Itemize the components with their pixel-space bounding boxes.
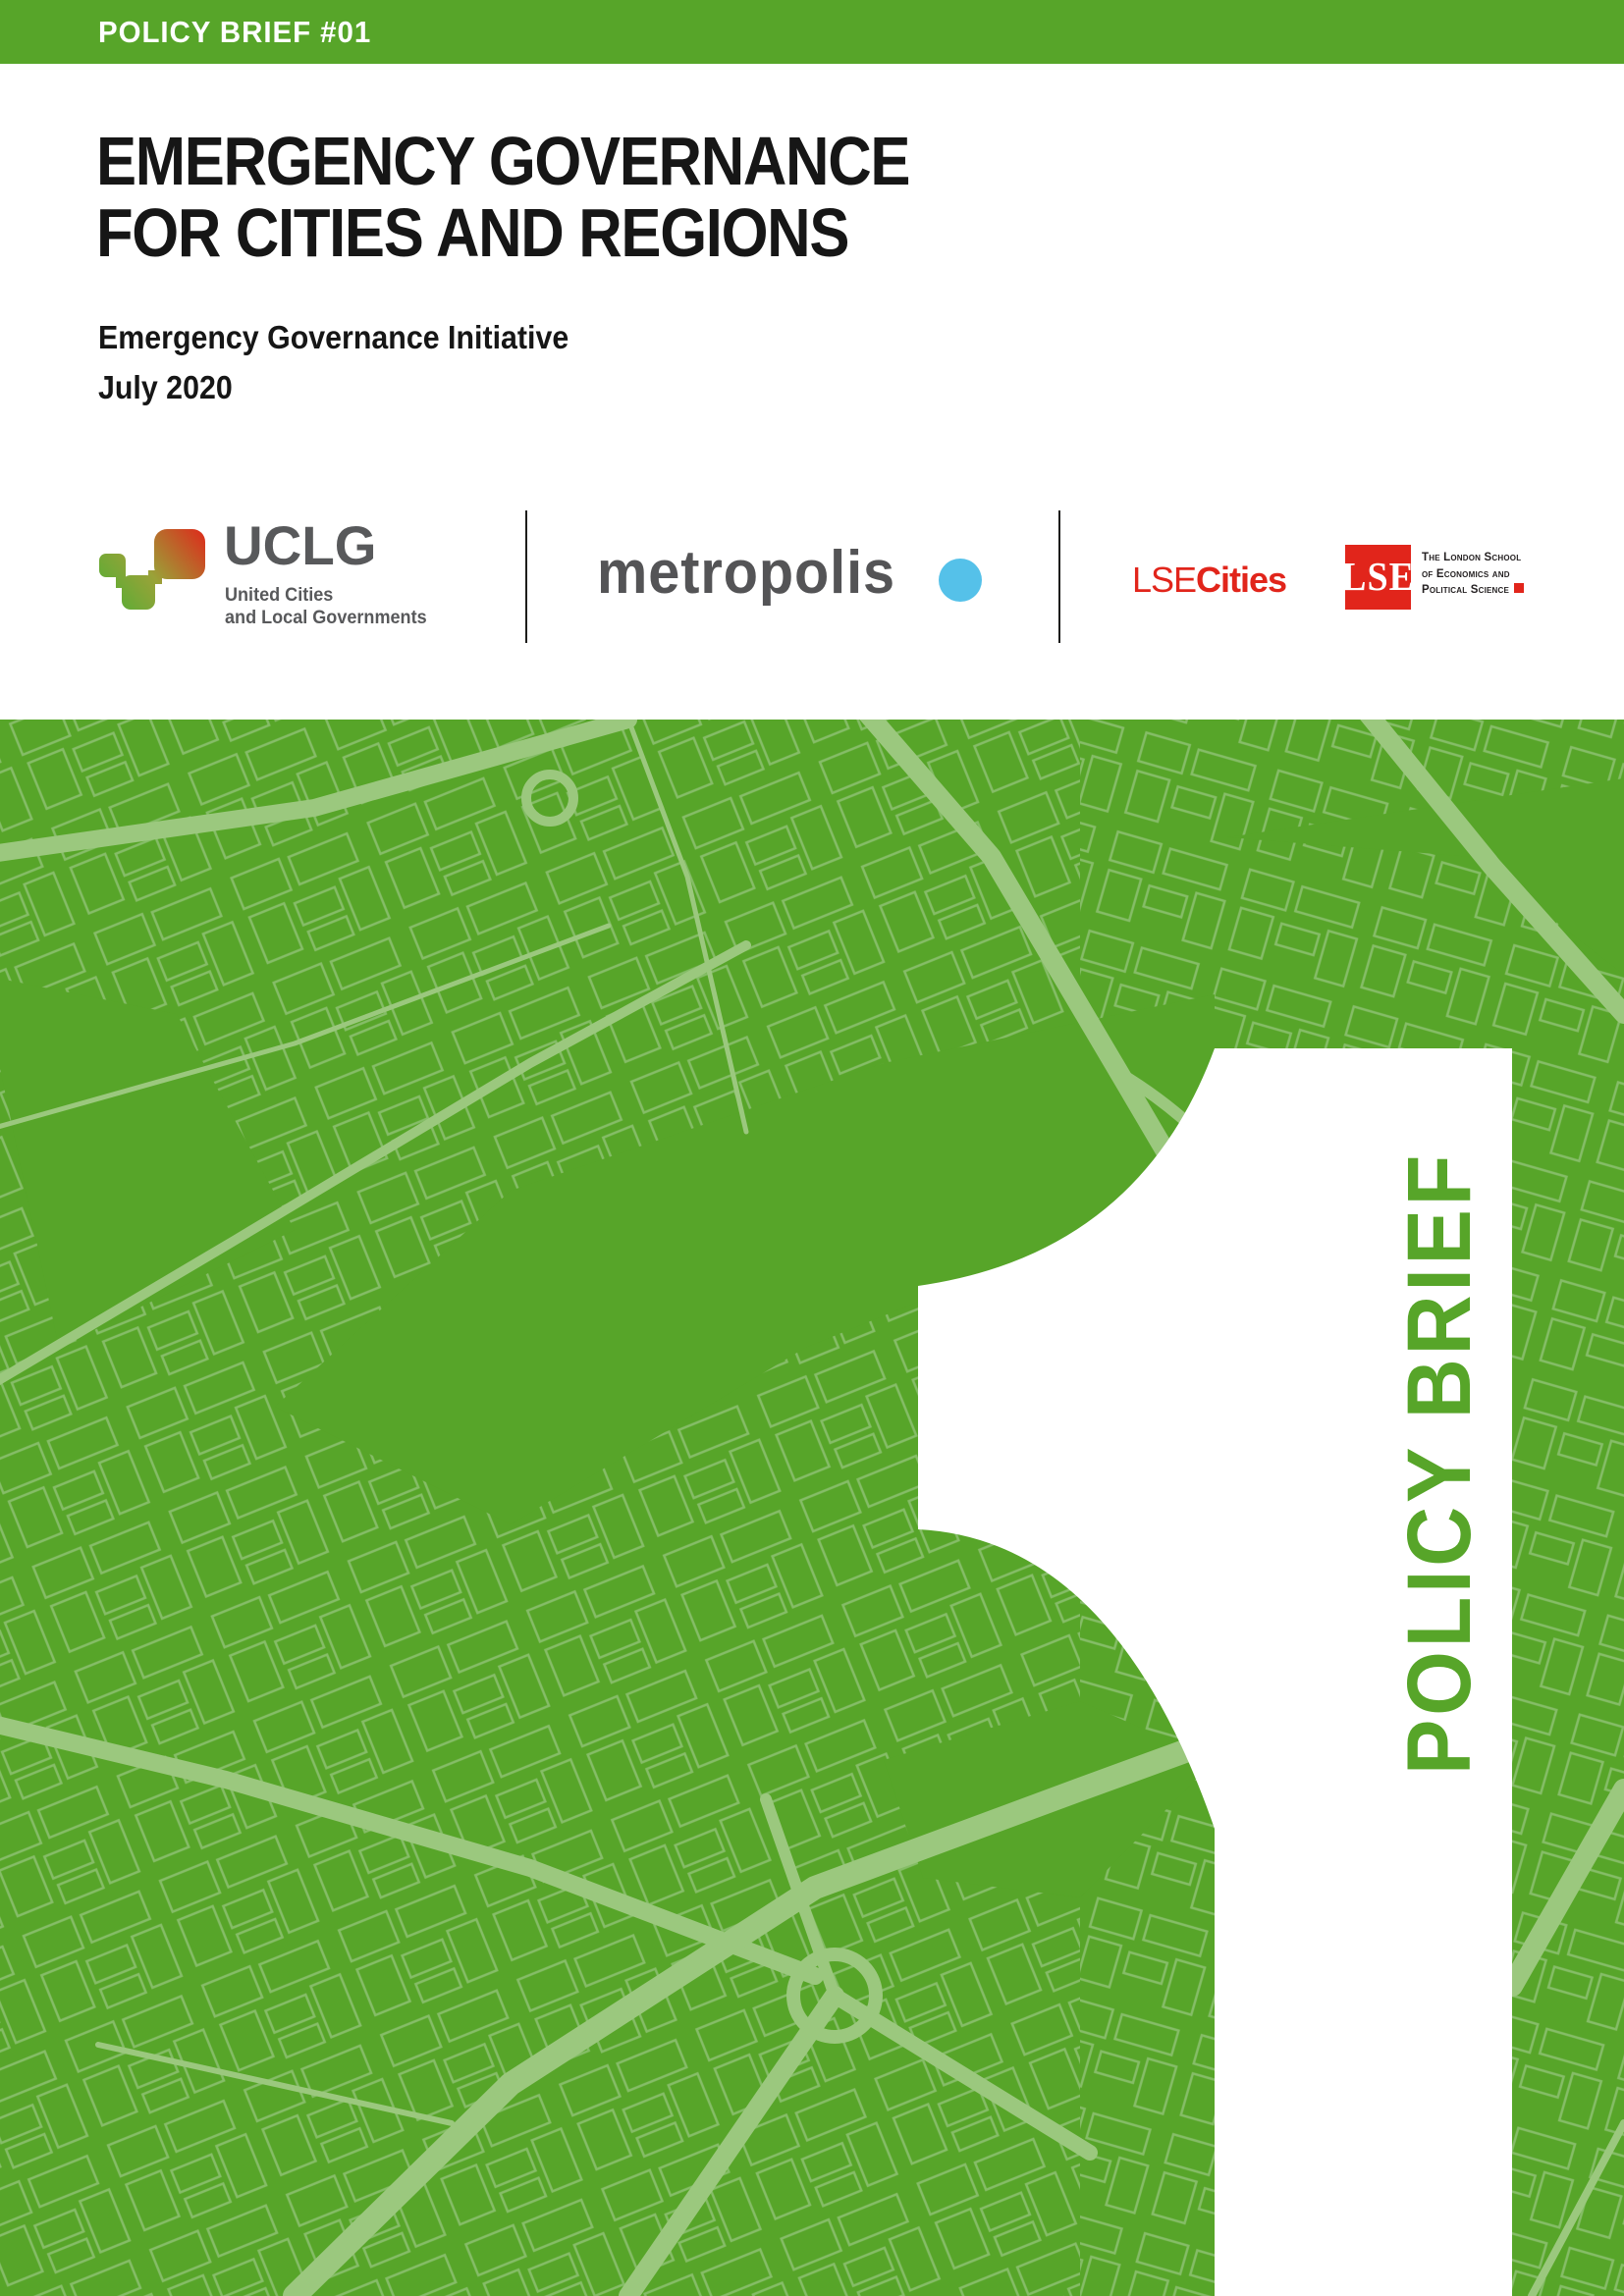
uclg-logo-wordmark: UCLG [224, 514, 377, 576]
uclg-tagline [225, 584, 427, 629]
lse-red-square-icon [1514, 583, 1524, 593]
uclg-tagline-line-1: United Cities [225, 585, 334, 606]
lse-cities-suffix: Cities [1196, 560, 1287, 600]
logo-divider-1 [525, 510, 527, 643]
lse-cities-logo-wordmark [1132, 560, 1286, 601]
lse-logo-initials: LSE [1341, 555, 1415, 600]
title-line-1: EMERGENCY GOVERNANCE [96, 123, 910, 199]
vertical-policy-brief-label: POLICY BRIEF [1387, 1150, 1489, 1775]
metropolis-dot-icon [939, 559, 982, 602]
lse-cities-prefix: LSE [1132, 560, 1197, 600]
banner-label: POLICY BRIEF #01 [98, 15, 372, 49]
uclg-tagline-line-2: and Local Governments [225, 608, 427, 628]
uclg-logo-icon [94, 523, 217, 621]
lse-logo-icon [1341, 545, 1415, 610]
lse-school-line-2: of Economics and [1422, 567, 1510, 580]
page-title [96, 123, 910, 271]
title-line-2: FOR CITIES AND REGIONS [96, 194, 849, 271]
lse-school-name [1422, 550, 1524, 599]
subtitle-text: Emergency Governance Initiative [98, 319, 569, 355]
top-banner [0, 0, 1624, 64]
city-map-graphic [0, 720, 1624, 2296]
date-text: July 2020 [98, 369, 233, 405]
lse-school-line-3: Political Science [1422, 582, 1524, 599]
logo-divider-2 [1058, 510, 1060, 643]
lse-school-line-1: The London School [1422, 552, 1522, 563]
subtitle-block [98, 312, 568, 412]
metropolis-logo-wordmark: metropolis [597, 539, 896, 607]
cover-map-artwork [0, 720, 1624, 2296]
